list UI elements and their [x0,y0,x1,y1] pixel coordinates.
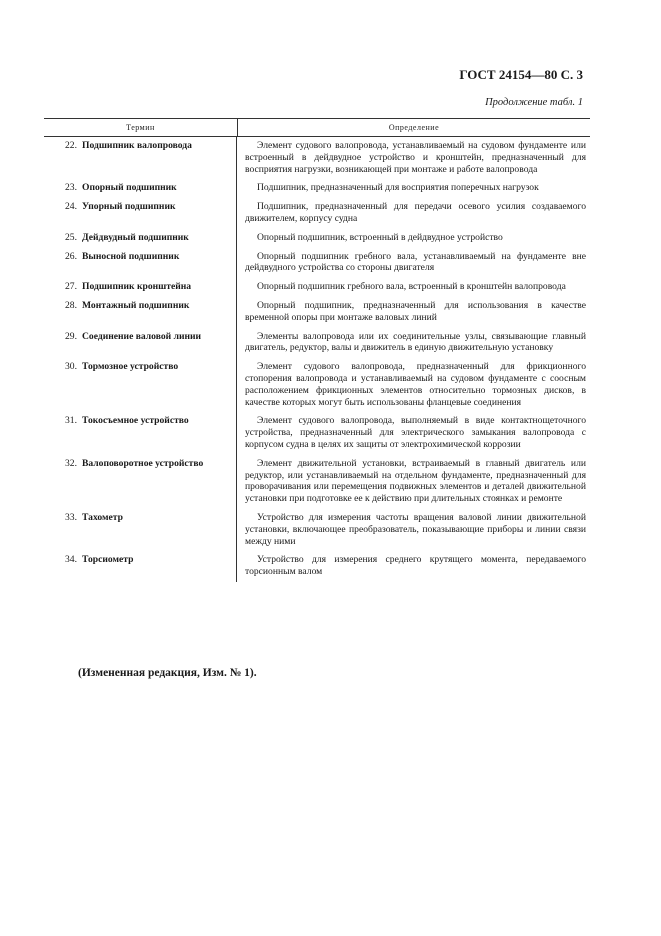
term-name: Токосъемное устройство [82,415,189,427]
row-number: 22. [65,140,77,151]
term-definition: Подшипник, предназначенный для передачи осевого усилия создаваемого движителем, корпусу судна [245,201,586,224]
term-name: Соединение валовой линии [82,330,202,342]
table-row [44,248,590,279]
row-number: 25. [65,231,77,243]
term-name: Дейдвудный подшипник [82,231,189,243]
column-header-definition: Определение [388,123,440,132]
row-number: 34. [65,554,77,566]
term-name: Торсиометр [82,554,134,566]
table-continuation-label: Продолжение табл. 1 [485,97,583,108]
term-name: Тахометр [82,511,123,523]
term-definition: Элемент судового валопровода, предназначенный для фрикционного стопорения валопровода и устанавливаемый на судовом фундаменте с соосным расположением фрикционных элементов относительно тормозных дисков, в качестве которых могут быть использованы фланцевые соединения [245,361,586,408]
term-name: Подшипник кронштейна [82,281,192,293]
row-number: 28. [65,299,77,311]
table-row [44,551,590,582]
table-row [44,229,590,248]
term-definition: Элемент движительной установки, встраиваемый в главный двигатель или редуктор, или устанавливаемый на отдельном фундаменте, предназначенный для проворачивания или перемещения подвижных элементов и деталей движительной установки при подготовке ее к действию при длительных стоянках и ремонте [245,457,586,505]
term-name: Тормозное устройство [82,361,179,373]
row-number: 30. [65,361,77,373]
term-definition: Элемент судового валопровода, выполняемый в виде контактнощеточного устройства, предназначенный для электрического замыкания валопровода с корпусом судна в целях их защиты от электрохимической коррозии [245,415,586,450]
term-definition: Устройство для измерения частоты вращения валовой линии движительной установки, включающее преобразователь, показывающие приборы и линии связи между ними [245,511,586,547]
terms-table [44,118,590,582]
table-row [44,455,590,509]
row-number: 24. [65,201,77,213]
table-row [44,179,590,198]
table-row [44,328,590,359]
term-definition: Подшипник, предназначенный для восприятия поперечных нагрузок [257,182,539,194]
term-name: Подшипник валопровода [82,140,192,151]
term-name: Монтажный подшипник [82,299,190,311]
term-name: Выносной подшипник [82,250,180,262]
table-row [44,198,590,229]
term-definition: Опорный подшипник, предназначенный для использования в качестве временной опоры при монтаже валовых линий [245,299,586,323]
term-definition: Опорный подшипник гребного вала, устанавливаемый на фундаменте вне дейдвудного устройства со стороны двигателя [245,250,586,274]
table-row [44,358,590,412]
table-row [44,278,590,297]
table-row [44,509,590,551]
row-number: 26. [65,250,77,262]
term-definition: Опорный подшипник, встроенный в дейдвудное устройство [257,231,503,243]
row-number: 31. [65,415,77,427]
term-definition: Элементы валопровода или их соединительные узлы, связывающие главный двигатель, редуктор, валы и движитель в единую движительную установку [245,330,586,354]
row-number: 27. [65,281,77,293]
table-row [44,297,590,328]
document-reference: ГОСТ 24154—80 С. 3 [459,67,583,82]
row-number: 23. [65,182,77,194]
term-name: Опорный подшипник [82,182,177,194]
term-name: Валоповоротное устройство [82,457,204,469]
term-definition: Элемент судового валопровода, устанавливаемый на судовом фундаменте или встроенный в дейдвудное устройство и кронштейн, предназначенный для восприятия нагрузки, возникающей при монтаже и работе валопровода [245,140,586,175]
row-number: 29. [65,330,77,342]
term-definition: Устройство для измерения среднего крутящего момента, передаваемого торсионным валом [245,554,586,578]
term-definition: Опорный подшипник гребного вала, встроенный в кронштейн валопровода [257,281,566,293]
row-number: 33. [65,511,77,523]
amendment-note: (Измененная редакция, Изм. № 1). [78,667,257,679]
column-header-term: Термин [44,119,238,136]
table-header [44,118,590,137]
term-name: Упорный подшипник [82,201,176,213]
table-row [44,137,590,179]
row-number: 32. [65,457,77,469]
table-row [44,412,590,454]
